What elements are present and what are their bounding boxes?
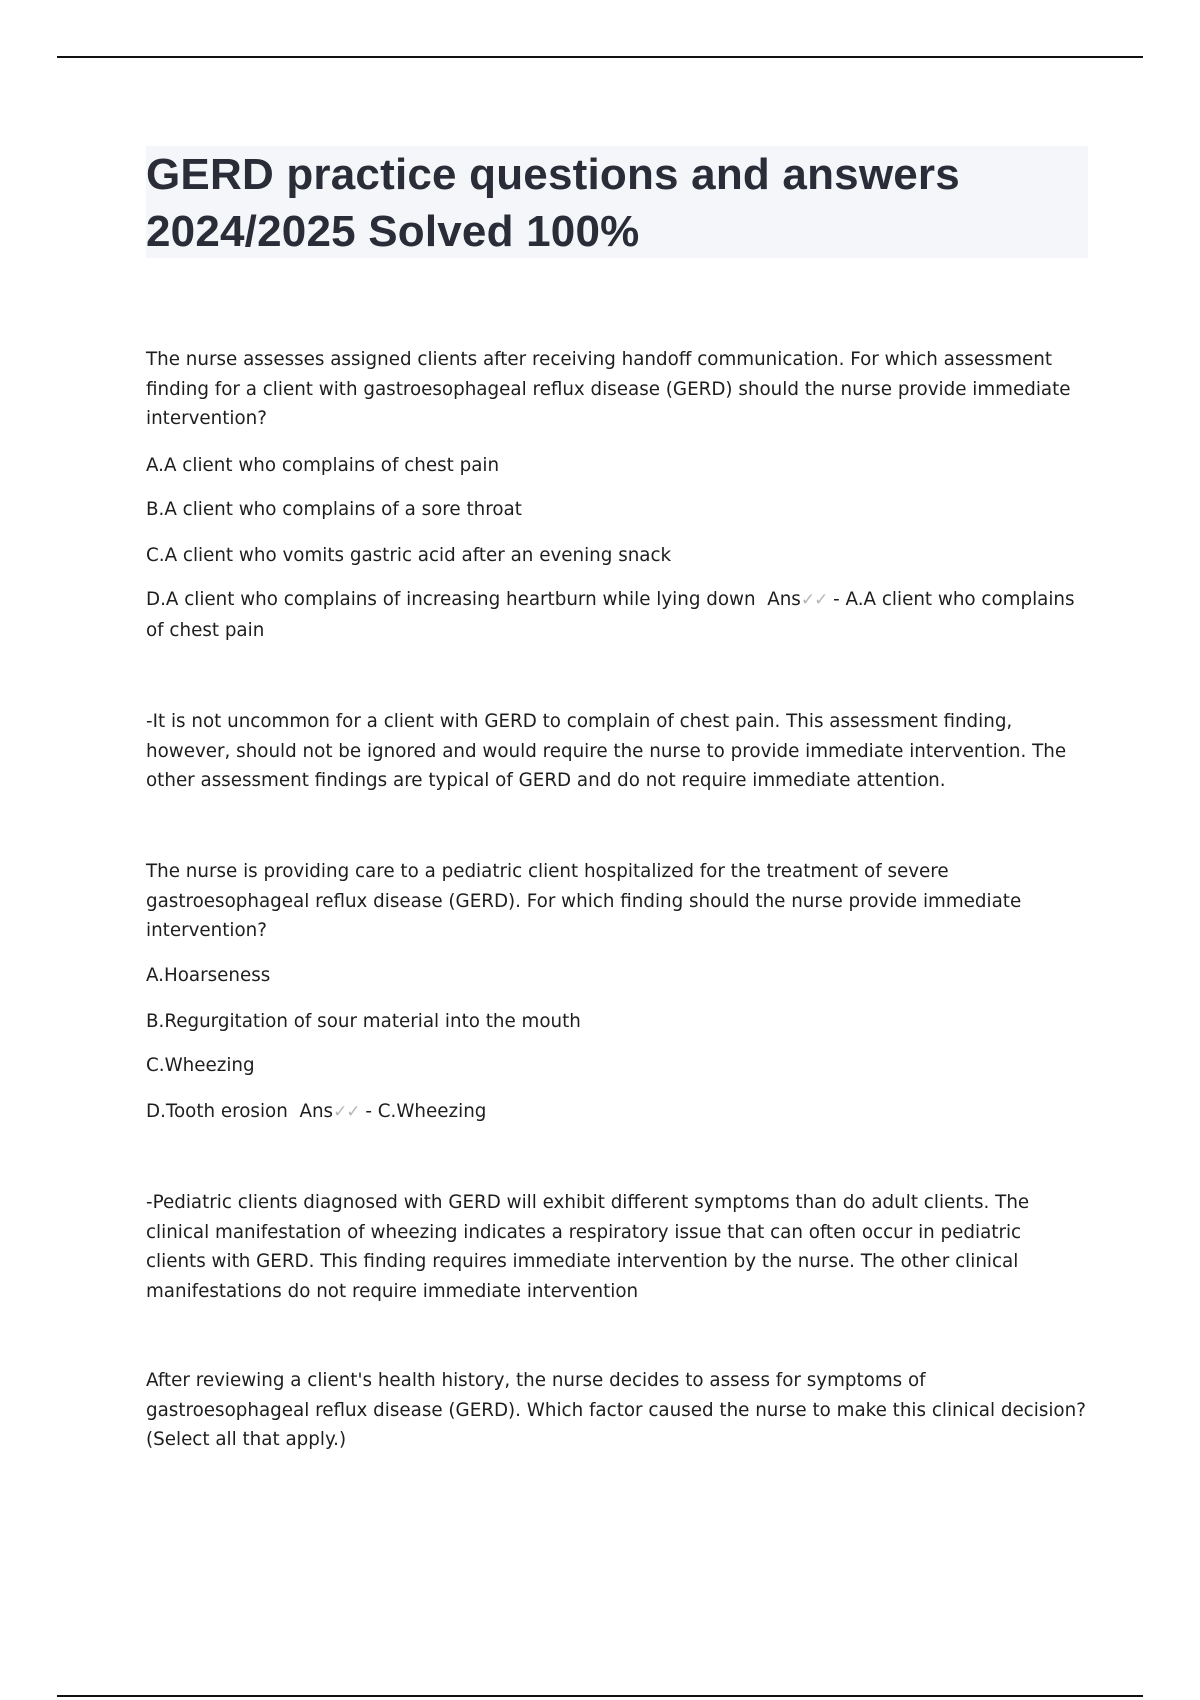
question-1-rationale: -It is not uncommon for a client with GERD to complain of chest pain. This assessment finding, however, should not be ignored and would require the nurse to provide immediate intervention. The other assessment findings are typical of GERD and do not require immediate attention. (146, 711, 1067, 791)
question-1-option-c: C.A client who vomits gastric acid after an evening snack (146, 545, 672, 566)
question-3-stem: After reviewing a client's health history, the nurse decides to assess for symptoms of gastroesophageal reflux disease (GERD). Which factor caused the nurse to make this clinical decision? (Select all that apply.) (146, 1370, 1086, 1450)
question-2-rationale: -Pediatric clients diagnosed with GERD will exhibit different symptoms than do adult clients. The clinical manifestation of wheezing indicates a respiratory issue that can often occur in pediatric clients with GERD. This finding requires immediate intervention by the nurse. The other clinical manifestations do not require immediate intervention (146, 1192, 1030, 1302)
top-rule (57, 56, 1143, 58)
bottom-rule (57, 1695, 1143, 1697)
question-1-stem: The nurse assesses assigned clients after receiving handoff communication. For which assessment finding for a client with gastroesophageal reflux disease (GERD) should the nurse provide immediate intervention? (146, 349, 1071, 429)
check-marks-icon: ✓✓ (800, 590, 828, 610)
question-1-option-b: B.A client who complains of a sore throat (146, 499, 522, 520)
question-1-answer: - A.A client who complains of chest pain (146, 589, 1075, 641)
question-1-option-d: D.A client who complains of increasing heartburn while lying down (146, 589, 756, 610)
question-2-stem: The nurse is providing care to a pediatric client hospitalized for the treatment of severe gastroesophageal reflux disease (GERD). For which finding should the nurse provide immediate intervention? (146, 861, 1022, 941)
question-2-option-a: A.Hoarseness (146, 965, 271, 986)
question-2-answer: - C.Wheezing (359, 1101, 487, 1122)
title-line-2: 2024/2025 Solved 100% (146, 207, 640, 256)
question-2-option-c: C.Wheezing (146, 1055, 255, 1076)
question-1-option-d-answer (146, 585, 1091, 645)
answer-prefix: Ans (767, 589, 801, 610)
question-2-option-b: B.Regurgitation of sour material into the mouth (146, 1011, 581, 1032)
title-line-1: GERD practice questions and answers (146, 150, 960, 199)
title-block (146, 146, 1088, 258)
question-2-option-d: D.Tooth erosion (146, 1101, 288, 1122)
answer-prefix: Ans (299, 1101, 334, 1122)
question-1-option-a: A.A client who complains of chest pain (146, 455, 500, 476)
check-marks-icon: ✓✓ (333, 1102, 360, 1122)
question-2-option-d-answer (146, 1097, 1091, 1128)
page-title (146, 146, 1088, 260)
